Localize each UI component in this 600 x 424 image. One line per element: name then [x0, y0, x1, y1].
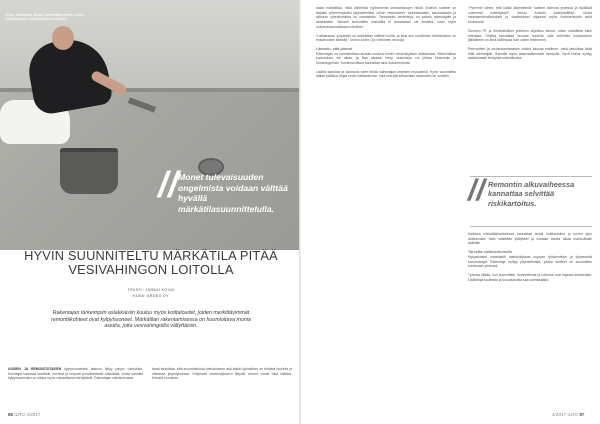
- pull-quote-rule-bottom: [470, 226, 592, 227]
- bucket: [60, 148, 118, 194]
- issue-right: 4/2017: [552, 412, 567, 417]
- article-headline: HYVIN SUUNNITELTU MÄRKÄTILA PITÄÄ VESIVAHINGON LOITOLLA: [24, 248, 278, 277]
- body-column-3-quote: "Lattiakaivon ympäristö on märkätilan kriittisin kohta, ja siksi sen huolellinen tiivistäminen on ensiarvoisen tärkeää", kertoo Ardex Oy:n tekninen neuvoja.: [316, 33, 456, 43]
- photo-caption: Kuvan kohteessa hiotaan betonilattia ennen uuden laatoituksen ja vesieristyksen tekemistä.: [5, 13, 84, 22]
- body-column-4-text-3: Remonttien ja uudisrakentamisen määrä kasvaa edelleen, mikä tarkoittaa lisää töitä rakentajille. Samalla myös laatuvaatimukset kiristyvät. Hyvä maine syntyy laadukkaasti tehdyistä märkätiloista.: [468, 46, 592, 61]
- body-column-1-text: kylpyhuoneiden laatuun liittyy paljon odotuksia. Kuluttajat haluavat kestävät, toimivat ja helposti puhdistettavat märkätilat, mutta samalla kylpyhuoneiden on oltava myös visuaalisesti miellyttäviä. Rakentajan näkökulmasta: [8, 367, 143, 381]
- quote-mark-icon: //: [158, 164, 179, 205]
- byline-text: TEKSTI: JARMO KOIVA: [127, 288, 175, 292]
- body-column-3-text-3: Lisäksi laatoitus ja saumaus tulee tehdä valmistajan ohjeiden mukaisesti. Hyvin suunniteltu lattian kallistus ohjaa veden lattiakaivoon, eikä vesi jää seisomaan saumoihin tai nurkkiin.: [316, 69, 456, 79]
- worker-head: [52, 26, 74, 50]
- subheading-1: Lämmin, että pinnat: [316, 46, 352, 51]
- byline: [10, 287, 292, 299]
- gutter: [299, 0, 301, 424]
- body-column-4b: [468, 232, 592, 282]
- footer-right: [552, 412, 584, 417]
- body-column-2: [152, 367, 292, 381]
- trowel: [128, 97, 156, 112]
- pull-quote-right: [468, 174, 592, 208]
- quote-mark-icon: //: [468, 174, 485, 207]
- body-column-3-text-2: Rakentajan on varmistettava alustan kuivuus ennen vesieristyksen aloittamista. Betonilattian kuivuminen vie aikaa, ja liian aikaisin tehty vesieristys voi johtaa irtoamisiin ja homeongelmiin. Kosteusmittaus kannattaa aina dokumentoida.: [316, 51, 456, 66]
- mag-name-right: ILRO: [567, 412, 579, 417]
- body-column-2-text: tämä tarkoittaa, että suunnittelusta toteutukseen asti kaikki työvaiheet on tehtävä huolella ja oikeassa järjestyksessä. Erityisesti vesieristykseen liittyvät virheet voivat tulla kalliiksi. Kiinnitä huomiota: [152, 367, 292, 381]
- body-column-4-text-4: Kaikissa märkätilahankkeissa kannattaa tehdä riskikartoitus jo ennen työn aloittamista. Näin vältetään yllätykset ja voidaan varata aikaa mahdollisille lisätöille.: [468, 232, 592, 246]
- body-column-4-text-6: Työmaa kiittää, kun suunnittelu, tuotevalinnat ja toteutus ovat linjassa keskenään. Lisätietoja tuotteista ja koulutuksista saa valmistajalta.: [468, 272, 592, 282]
- footer-left: [8, 412, 40, 417]
- article-lede: Rakentajan tärkeimpiin asiakkaisiin kuuluu myös kotitaloudet, joiden merkittävimmät remonttikohteet ovat kylpyhuoneet. Märkätilan rakentamisessa on huomioitava monia asioita, jotta vesivahingoilta vältyttäisiin.: [51, 310, 251, 330]
- body-column-4-text-2: Suomen RT ja Kiinteistöliiton yhteinen ohjeistus kertoo, miten märkätilat tulee toteuttaa. Ohjeita kannattaa seurata huolella, sillä virheiden korjaaminen jälkikäteen on aina kalliimpaa kuin oikein tekeminen.: [468, 28, 592, 43]
- folio-left: 86: [8, 412, 14, 417]
- body-column-4: [468, 6, 592, 61]
- body-column-4-text: "Pyrimme siihen, että kaikki järjestelmän tuotteet toimivat yhdessä ja täyttävät uusimmat määräykset", kertoo Ardexin tuotepäällikkö. Uudet rakentamismääräykset ja vaatimukset ohjaavat myös tuotekehitystä sekä koulutusta.: [468, 6, 592, 25]
- pull-quote-rule-top: [470, 176, 592, 177]
- lead-in: UUSIEN JA REMONTOITAVIEN: [8, 367, 62, 371]
- body-column-3: [316, 6, 456, 79]
- pull-quote-left-text: Monet tulevaisuuden ongelmista voidaan välttää hyvällä märkätilasuunnittelulla.: [178, 172, 288, 214]
- issue-left: 4/2017: [26, 412, 41, 417]
- body-column-3-text: kasta märkätilaa, mikä vähentää myöhemmin vesivahinkojen riskiä. Ardexin tuotteet on testattu yhteensopiviksi järjestelmäksi, jolloin vesieristeen, tartuntalaastin, saumalaastin ja silikonin yhteistoiminta on varmistettu. Tarkastettu vesieristys on selkeä rakentajalle ja asiakkaalle. Tarkasti suunniteltu märkätila ei ainoastaan ole kestävä, vaan myös hoitokustannuksiltaan edullinen.: [316, 6, 456, 29]
- byline-photo: KUVA: ARDEX OY: [133, 294, 169, 298]
- folio-right: 87: [579, 412, 585, 417]
- pull-quote-right-text: Remontin alkuvaiheessa kannattaa selvittää riskikartoitus.: [488, 180, 575, 208]
- pull-quote-left: [158, 164, 300, 214]
- body-column-4-text-5: Nykyaikaiset materiaalit mahdollistavat sujuvan työskentelyn ja lyhyemmät kuivumisajat. Rakentaja hyötyy järjestelmistä, joiden tuotteet on suunniteltu toimimaan yhdessä.: [468, 254, 592, 269]
- subheading-2: Tarvetta vaihtoehtoiselle: [468, 250, 513, 255]
- hero-photo: [0, 0, 300, 250]
- mag-name-left: ILRO: [14, 412, 26, 417]
- body-column-1: [8, 367, 143, 381]
